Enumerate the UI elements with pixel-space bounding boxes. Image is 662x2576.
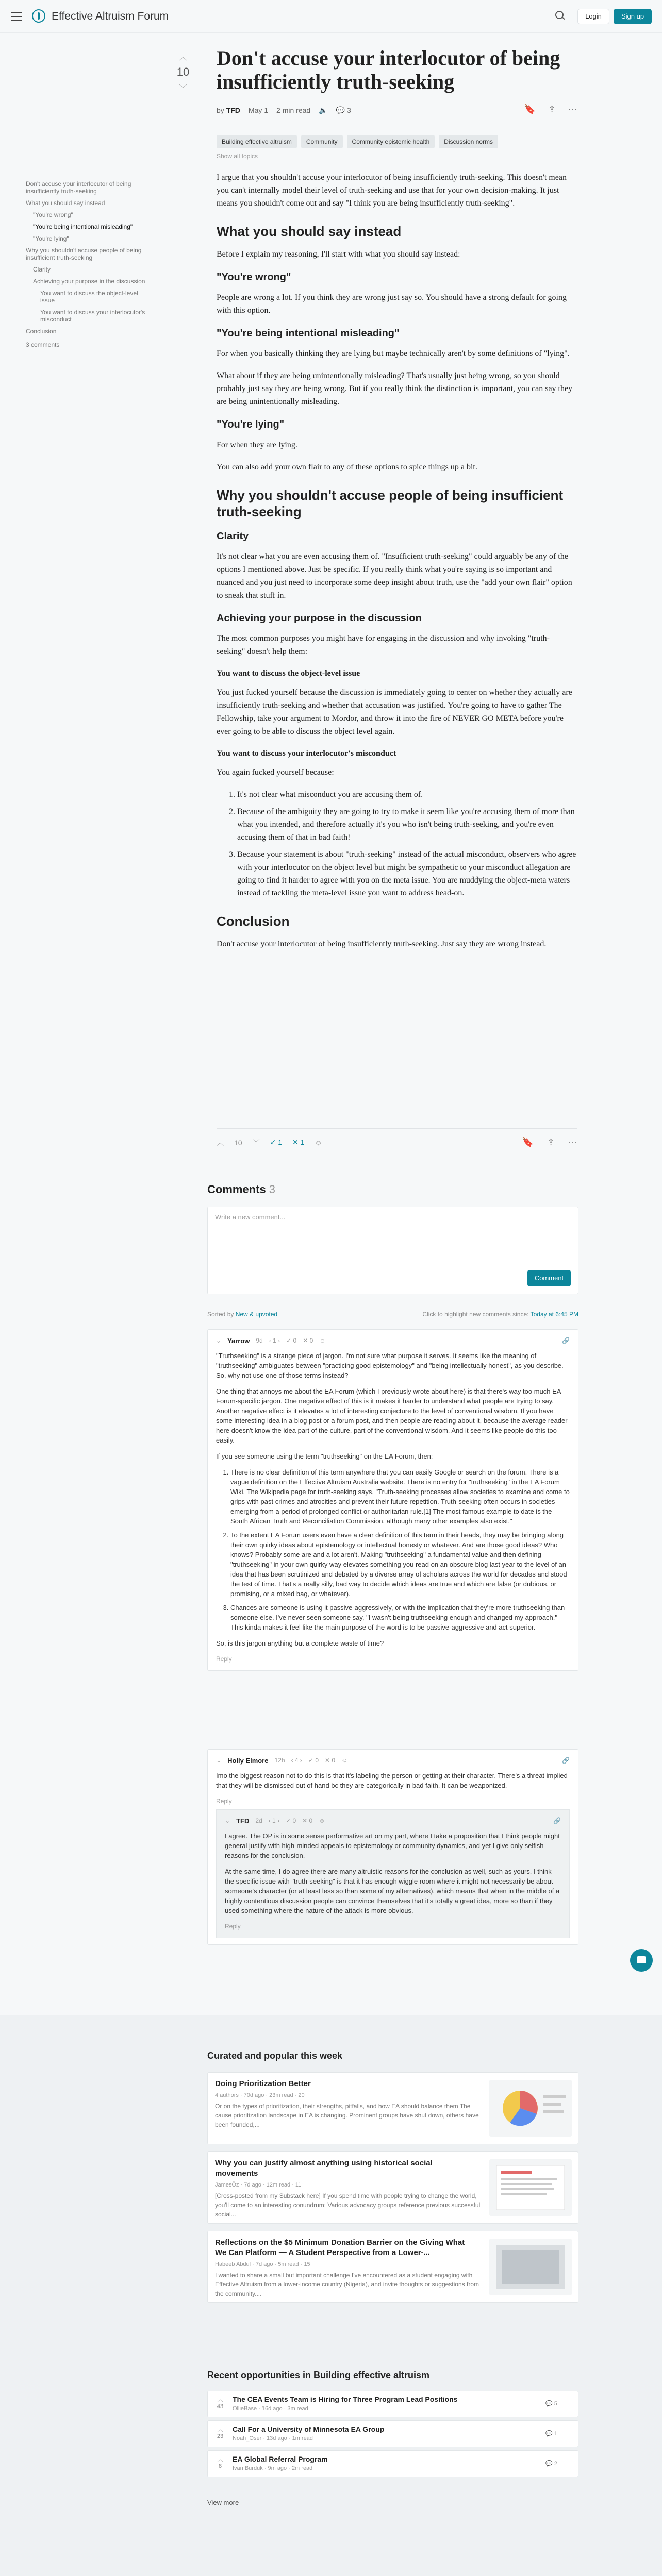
comment-paragraph: "Truthseeking" is a strange piece of jargon. I'm not sure what purpose it serves. It seems like the meaning of "truthseeking" ambiguates between "practicing good epistemology" and "being intellectually honest", as you describe. So, why not use one of those terms instead? [216,1352,564,1379]
toc-item[interactable]: "You're wrong" [33,211,73,218]
paragraph: Don't accuse your interlocutor of being insufficiently truth-seeking. Just say they are wrong instead. [217,940,547,948]
post-author[interactable]: TFD [226,106,240,114]
heading: What you should say instead [217,224,402,239]
more-icon[interactable]: ⋯ [568,104,577,114]
heading: Conclusion [217,913,290,929]
share-icon[interactable]: ⇪ [547,1137,555,1147]
forum-logo-icon[interactable] [32,9,45,23]
comment-paragraph: If you see someone using the term "truthseeking" on the EA Forum, then: [216,1452,433,1460]
toc-item[interactable]: Why you shouldn't accuse people of being insufficient truth-seeking [26,247,142,261]
bookmark-icon[interactable]: 🔖 [524,104,536,114]
card-title[interactable]: Doing Prioritization Better [215,2079,311,2088]
comment-list [216,1467,570,1632]
search-icon[interactable] [555,10,565,21]
post-body [217,171,577,951]
post [217,46,577,960]
toc-item[interactable]: "You're lying" [33,235,69,242]
link-icon[interactable]: 🔗 [562,1337,570,1344]
signup-button[interactable]: Sign up [614,9,652,24]
new-comment-placeholder: Write a new comment... [215,1213,286,1221]
since-select[interactable]: Today at 6:45 PM [530,1311,578,1318]
card-meta: JamesÖz · 7d ago · 12m read · 11 [215,2182,302,2188]
list-item: 1. It's not clear what misconduct you are accusing them of. [237,788,577,801]
comment-count: 5 [554,2401,557,2407]
brand-name[interactable]: Effective Altruism Forum [52,10,169,22]
add-reaction-icon[interactable]: ☺ [341,1757,348,1764]
link-icon[interactable]: 🔗 [553,1817,561,1824]
new-comment-box[interactable] [207,1207,578,1294]
list-item: 2. Because of the ambiguity they are going to try to make it seem like you're accusing them of more than what you intended, and therefore actually it's you who isn't being truth-seeking, and you're even accusing them of that in bad faith! [237,805,577,844]
paragraph: You can also add your own flair to any of these options to spice things up a bit. [217,463,477,471]
opportunities-heading: Recent opportunities in Building effective altruism [207,2370,430,2380]
submit-comment-button[interactable]: Comment [527,1270,571,1286]
sort-label: Sorted by [207,1311,234,1318]
table-of-contents [26,180,150,353]
topic-tag[interactable]: Community [301,135,343,148]
heading: "You're lying" [217,419,285,430]
comment-author[interactable]: Holly Elmore [227,1757,269,1765]
topic-tag[interactable]: Discussion norms [439,135,498,148]
topic-tag[interactable]: Building effective altruism [217,135,297,148]
toc-item[interactable]: You want to discuss the object-level issue [40,290,138,304]
opportunity-title[interactable]: EA Global Referral Program [233,2455,328,2463]
post-meta: by TFD May 1 2 min read 🔈 💬 3 🔖 ⇪ ⋯ [217,104,577,114]
topic-tags [217,135,577,148]
disagree-count: 0 [309,1337,313,1344]
comment-paragraph: At the same time, I do agree there are many altruistic reasons for the conclusion as well, such as yours. I think the specific issue with "truth-seeking" is that it has enough wiggle room where it might not necessarily be about someone's character (or at least less so than some of my alternatives), which means that when in the middle of a highly contentious discussion people can convince themselves that it's totally a great idea, more so than if they used something where the nature of the attack is more obvious. [225,1868,560,1914]
opportunity-comments[interactable]: 💬 2 [545,2461,557,2467]
paragraph: You just fucked yourself because the discussion is immediately going to center on whether they actually are insufficiently truth-seeking and whether that accusation was justified. You're going to have to gather The Fellowship, take your argument to Mordor, and throw it into the fire of NEVER GO META before you're ever going to be able to discuss the object level again. [217,688,572,736]
disagree-count: 1 [300,1138,305,1146]
opportunity-meta: Ivan Burduk · 9m ago · 2m read [233,2465,313,2471]
document-thumbnail-icon [489,2159,572,2216]
curated-card[interactable] [207,2072,578,2144]
agree-icon[interactable]: ✓ 0 [286,1817,296,1824]
post-date: May 1 [248,106,269,114]
add-reaction-icon[interactable]: ☺ [319,1817,325,1824]
paragraph: You again fucked yourself because: [217,768,334,777]
comment-age: 9d [256,1337,263,1344]
view-more-link[interactable]: View more [207,2499,239,2506]
toc-item[interactable]: Don't accuse your interlocutor of being insufficiently truth-seeking [26,180,131,195]
opportunity-row[interactable] [207,2420,578,2447]
curated-card[interactable] [207,2151,578,2224]
collapse-icon[interactable]: ⌄ [216,1757,222,1764]
comment-paragraph: I agree. The OP is in some sense performative art on my part, where I take a proposition that I think people might general justify with high-minded appeals to epistemology or community dynamics, and yet I give only selfish reasons for the conclusion. [225,1832,560,1859]
card-excerpt: I wanted to share a small but important challenge I've encountered as a student engaging with Effective Altruism from a lower-income country (Nigeria), and invite thoughts or suggestions from the community.... [215,2272,479,2297]
agree-icon[interactable]: ✓ 0 [286,1337,297,1344]
downvote-icon[interactable]: ﹀ [252,1138,260,1147]
agree-count: 0 [293,1337,297,1344]
comment-paragraph: Imo the biggest reason not to do this is that it's labeling the person or getting at their character. There's a threat implied that they will be dismissed out of hand bc they are categorically in bad faith. It can be weaponized. [216,1772,568,1789]
top-header [0,0,662,33]
opportunity-row[interactable] [207,2450,578,2477]
disagree-count: 0 [309,1817,313,1824]
post-karma-bottom: 10 [234,1138,242,1147]
add-reaction-icon[interactable]: ☺ [319,1337,326,1344]
comment-paragraph: So, is this jargon anything but a complete waste of time? [216,1639,384,1647]
toc-item[interactable]: Clarity [33,266,51,273]
comment-age: 2d [255,1817,262,1824]
comment-count-value: 3 [346,106,351,114]
share-icon[interactable]: ⇪ [548,104,556,114]
opportunity-votes[interactable]: ︿ 8 [217,2456,223,2469]
opportunity-meta: OllieBase · 16d ago · 3m read [233,2405,308,2412]
bookmark-icon[interactable]: 🔖 [522,1137,534,1147]
paragraph: Before I explain my reasoning, I'll start with what you should say instead: [217,250,460,259]
link-icon[interactable]: 🔗 [562,1757,570,1764]
heading: Clarity [217,531,249,542]
heading: You want to discuss the object-level issue [217,669,360,678]
curated-card[interactable] [207,2231,578,2303]
post-vote [170,50,196,94]
more-icon[interactable]: ⋯ [568,1137,577,1147]
vote-count: 8 [218,2463,222,2469]
paragraph: I argue that you shouldn't accuse your interlocutor of being insufficiently truth-seeking. This doesn't mean you can't internally model their level of truth-seeking and use that for your own decision-making. It just means you shouldn't come out and say "I think you are being insufficiently truth-seeking". [217,173,567,208]
nested-comment [216,1809,570,1938]
comment-author[interactable]: TFD [236,1817,250,1825]
card-thumbnail [489,2159,572,2216]
post-karma: 10 [176,65,190,78]
card-title[interactable]: Why you can justify almost anything using historical social movements [215,2159,433,2178]
comments-count: 3 [269,1183,275,1196]
reply-button[interactable]: Reply [225,1923,241,1930]
collapse-icon[interactable]: ⌄ [216,1337,222,1344]
vote-count: 43 [217,2403,224,2410]
toc-item[interactable]: "You're being intentional misleading" [33,223,133,230]
curated-heading: Curated and popular this week [207,2050,343,2061]
list-item: 3. Because your statement is about "truth-seeking" instead of the actual misconduct, observers who agree with your interlocutor on the object level but might be sympathetic to your misconduct allegation are going to find it harder to agree with you on the meta issue. You are muddying the object-meta waters instead of tackling the meta-level issue you want to address head-on. [237,848,577,900]
opportunity-title[interactable]: The CEA Events Team is Hiring for Three Program Lead Positions [233,2395,458,2403]
card-meta: Habeeb Abdul · 7d ago · 5m read · 15 [215,2261,310,2267]
collapse-icon[interactable]: ⌄ [225,1817,230,1824]
opportunity-comments[interactable]: 💬 1 [545,2431,557,2437]
comment-count: 1 [554,2431,557,2437]
paragraph: For when they are lying. [217,440,297,449]
list-item: 1. There is no clear definition of this term anywhere that you can easily Google or search on the forum. There is a vague definition on the Effective Altruism Australia website. There is no entry for "truthseeking" in the EA Forum Wiki. The Wikipedia page for truth-seeking says, "Truth-seeking processes allow societies to examine and come to grips with past crimes and atrocities and prevent their future repetition. Truth-seeking often occurs in societies emerging from a period of prolonged conflict or authoritarian rule.[1] The most famous example to date is the South African Truth and Reconciliation Commission, although many other examples also exist." [230,1467,570,1526]
post-title: Don't accuse your interlocutor of being insufficiently truth-seeking [217,46,560,93]
toc-item[interactable]: Achieving your purpose in the discussion [33,278,145,285]
heading: "You're being intentional misleading" [217,328,400,339]
chat-icon[interactable] [630,1949,653,1972]
post-reactions [217,1128,577,1149]
comment-author[interactable]: Yarrow [227,1337,250,1345]
karma-value: 1 [273,1337,276,1344]
toc-item[interactable]: 3 comments [26,341,60,348]
heading: You want to discuss your interlocutor's misconduct [217,749,396,758]
toc-item[interactable]: Conclusion [26,328,57,335]
agree-count: 0 [292,1817,296,1824]
vote-count: 23 [217,2433,224,2439]
heading: Why you shouldn't accuse people of being insufficient truth-seeking [217,487,564,519]
agree-icon[interactable]: ✓ 1 [270,1138,282,1146]
disagree-icon[interactable]: ✕ 1 [292,1138,305,1146]
misconduct-list [217,788,577,900]
heading: "You're wrong" [217,272,291,283]
show-all-topics[interactable]: Show all topics [217,152,258,160]
paragraph: What about if they are being unintentionally misleading? That's usually just being wrong, so you should probably just say they are being wrong. But if you really think the distinction is important, you can say they are being unintentionally misleading. [217,371,573,406]
list-item: 3. Chances are someone is using it passive-aggressively, or with the implication that they're more truthseeking than someone else. I've never seen someone say, "I wasn't being truthseeking enough and changed my approach." This kinda makes it feel like the main purpose of the word is to be passive-aggressive and act superior. [230,1603,570,1632]
card-meta: 4 authors · 70d ago · 23m read · 20 [215,2092,305,2098]
reply-button[interactable]: Reply [216,1655,232,1663]
opportunity-votes[interactable]: ︿ 23 [217,2427,224,2439]
card-excerpt: [Cross-posted from my Substack here] If you spend time with people trying to change the world, you'll come to an interesting conundrum: Various advocacy groups reference previous successful social... [215,2192,481,2218]
upvote-icon[interactable]: ︿ [178,53,187,62]
opportunity-meta: Noah_Oser · 13d ago · 1m read [233,2435,313,2442]
downvote-icon[interactable]: ﹀ [178,84,187,93]
card-thumbnail [489,2239,572,2295]
disagree-icon[interactable]: ✕ 0 [302,1817,313,1824]
comment-karma[interactable]: ‹ 1 › [268,1817,280,1824]
add-reaction-icon[interactable]: ☺ [315,1138,322,1147]
card-thumbnail [489,2080,572,2137]
read-time: 2 min read [276,106,311,114]
opportunity-row[interactable] [207,2391,578,2417]
agree-count: 1 [278,1138,282,1146]
reply-button[interactable]: Reply [216,1798,232,1805]
opportunity-votes[interactable]: ︿ 43 [217,2397,224,2410]
opportunity-title[interactable]: Call For a University of Minnesota EA Group [233,2425,385,2433]
paragraph: The most common purposes you might have for engaging in the discussion and why invoking "truth-seeking" doesn't help them: [217,634,550,656]
karma-value: 4 [294,1757,299,1764]
comment [207,1749,578,1945]
comment-sort [207,1311,578,1318]
card-title[interactable]: Reflections on the $5 Minimum Donation Barrier on the Giving What We Can Platform — A Student Perspective from a Lower-... [215,2238,465,2257]
comment-age: 12h [274,1757,285,1764]
paragraph: People are wrong a lot. If you think they are wrong just say so. You should have a strong default for going with this option. [217,293,567,315]
menu-icon[interactable] [11,12,22,21]
photo-thumbnail-icon [489,2239,572,2295]
comment-count[interactable]: 💬 3 [336,106,351,114]
toc-item[interactable]: What you should say instead [26,199,105,207]
sort-select[interactable]: New & upvoted [235,1311,278,1318]
toc-item[interactable]: You want to discuss your interlocutor's misconduct [40,309,145,323]
topic-tag[interactable]: Community epistemic health [347,135,435,148]
card-excerpt: Or on the types of prioritization, their strengths, pitfalls, and how EA should balance them The cause prioritization landscape in EA is changing. Prominent groups have shut down, others have been founded,... [215,2103,479,2128]
pie-thumbnail-icon [489,2080,572,2137]
disagree-count: 0 [332,1757,336,1764]
highlight-label: Click to highlight new comments since: [422,1311,529,1318]
comments-title: Comments [207,1183,266,1196]
list-item: 2. To the extent EA Forum users even have a clear definition of this term in their heads, they may be bringing along their own quirky ideas about epistemology or intellectual honesty or whatever. And are those good ideas? Who knows? Probably some are and a lot aren't. Making "truthseeking" a fundamental value and then defining "truthseeking" in your own quirky way elevates something you read on an obscure blog last year to the level of an idea that has been scrutinized and debated by a diverse array of scholars across the world for decades and stood the test of time. That's a really silly, bad way to decide which ideas are true and which are false (or dubious, or promising, or a mixed bag, or whatever). [230,1530,570,1599]
comments-heading [207,1183,275,1196]
paragraph: It's not clear what you are even accusing them of. "Insufficient truth-seeking" could arguably be any of the options I mentioned above. Just be specific. If you really think what you're saying is so important and nuanced and you just need to incorporate some deep insight about truth, use the "add your own flair" option to sneak that stuff in. [217,552,572,600]
audio-icon[interactable]: 🔈 [319,106,328,114]
comment-karma[interactable]: ‹ 1 › [269,1337,280,1344]
heading: Achieving your purpose in the discussion [217,613,422,624]
disagree-icon[interactable]: ✕ 0 [325,1757,336,1764]
footer-recommendations [0,2015,662,2576]
karma-value: 1 [272,1817,276,1824]
agree-count: 0 [315,1757,319,1764]
comment-paragraph: One thing that annoys me about the EA Forum (which I previously wrote about here) is that there's way too much EA Forum-specific jargon. One negative effect of this is it makes it harder to understand what people are trying to say. Another negative effect is it elevates a lot of interesting conjecture to the level of conventional wisdom. If you have some interesting idea in a blog post or a forum post, and then people are reading about it, because the average reader here doesn't know the idea part of the culture, part of the conventional wisdom. And it seems like people do this too easily. [216,1387,568,1444]
comment [207,1329,578,1671]
comment-count: 2 [554,2461,557,2467]
comment-karma[interactable]: ‹ 4 › [291,1757,302,1764]
upvote-icon[interactable]: ︿ [217,1138,224,1147]
agree-icon[interactable]: ✓ 0 [308,1757,319,1764]
opportunity-comments[interactable]: 💬 5 [545,2401,557,2407]
paragraph: For when you basically thinking they are lying but maybe technically aren't by some definitions of "lying". [217,349,570,358]
disagree-icon[interactable]: ✕ 0 [303,1337,313,1344]
login-button[interactable]: Login [577,9,609,24]
